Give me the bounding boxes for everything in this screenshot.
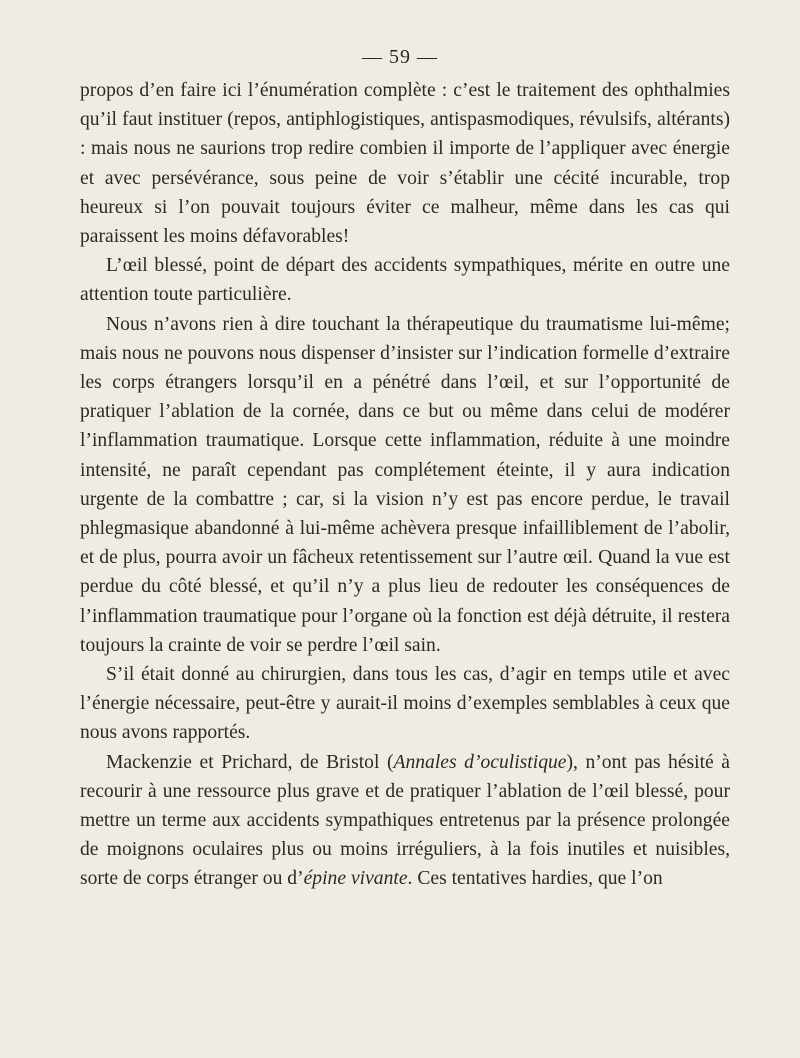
paragraph-5-text-after: . Ces tentatives hardies, que l’on (407, 868, 663, 890)
italic-term: épine vivante (303, 868, 408, 890)
journal-title: Annales d’oculistique (393, 751, 567, 773)
paragraph-3: Nous n’avons rien à dire touchant la thérapeutique du traumatisme lui-même; mais nous ne pouvons nous dispenser d’insister sur l’indication formelle d’extraire les corps étrangers lorsqu’il en a pénétré dans l’œil, et sur l’opportunité de pratiquer l’ablation de la cornée, dans ce but ou même dans celui de modérer l’inflammation traumatique. Lorsque cette inflammation, réduite à une moindre intensité, ne paraît cependant pas complétement éteinte, il y aura indication urgente de la combattre ; car, si la vision n’y est pas encore perdue, le travail phlegmasique abandonné à lui-même achèvera presque infailliblement de l’abolir, et de plus, pourra avoir un fâcheux retentissement sur l’autre œil. Quand la vue est perdue du côté blessé, et qu’il n’y a plus lieu de redouter les conséquences de l’inflammation traumatique pour l’organe où la fonction est déjà détruite, il restera toujours la crainte de voir se perdre l’œil sain. (80, 313, 730, 656)
paragraph-4: S’il était donné au chirurgien, dans tous les cas, d’agir en temps utile et avec l’énergie nécessaire, peut-être y aurait-il moins d’exemples semblables à ceux que nous avons rapportés. (80, 664, 730, 744)
paragraph-5-text-middle: ), n’ont pas hésité à recourir à une ressource plus grave et de pratiquer l’ablation de l’œil blessé, pour mettre un terme aux accidents sympathiques entretenus par la présence prolongée de moignons oculaires plus ou moins irréguliers, à la fois inutiles et nuisibles, sorte de corps étranger ou d’ (80, 751, 730, 890)
body-text (80, 76, 730, 894)
paragraph-2: L’œil blessé, point de départ des accidents sympathiques, mérite en outre une attention toute particulière. (80, 255, 730, 306)
page-number: — 59 — (362, 46, 438, 68)
paragraph-5 (80, 748, 730, 894)
paragraph-1: propos d’en faire ici l’énumération complète : c’est le traitement des ophthalmies qu’il faut instituer (repos, antiphlogistiques, antispasmodiques, révulsifs, altérants) : mais nous ne saurions trop redire combien il importe de l’appliquer avec énergie et avec persévérance, sous peine de voir s’établir une cécité incurable, trop heureux si l’on pouvait toujours éviter ce malheur, même dans les cas qui paraissent les moins défavorables! (80, 80, 730, 248)
paragraph-5-text-before: Mackenzie et Prichard, de Bristol ( (106, 751, 394, 773)
